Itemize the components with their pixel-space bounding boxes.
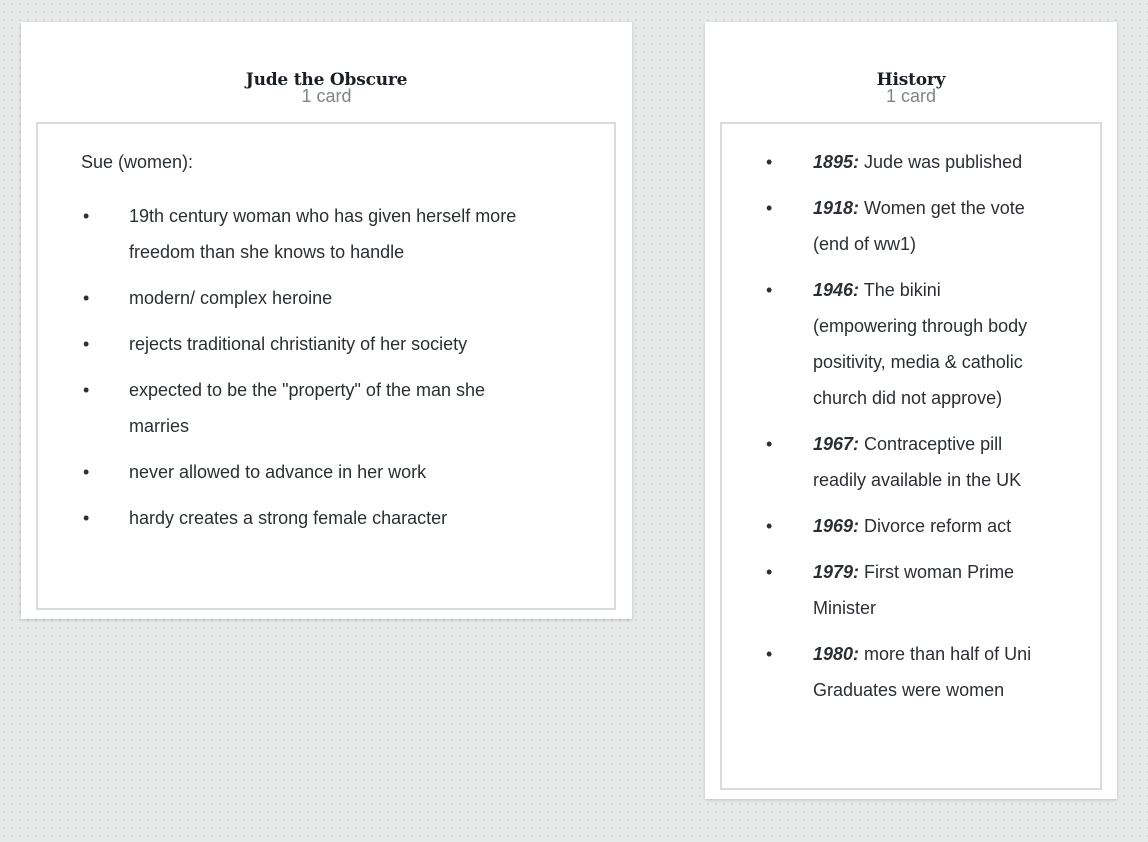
- list-item: [722, 190, 1100, 262]
- bullet-icon: •: [83, 206, 90, 226]
- list-item-text: never allowed to advance in her work: [129, 462, 427, 482]
- bullet-icon: •: [83, 380, 90, 400]
- bullet-list: [38, 206, 614, 554]
- list-item-text: marries: [129, 416, 190, 436]
- year-label: 1895:: [813, 152, 860, 172]
- year-label: 1967:: [813, 434, 860, 454]
- bullet-list: [722, 152, 1100, 726]
- list-item-text: Women get the vote: [859, 198, 1025, 218]
- bullet-icon: •: [83, 462, 90, 482]
- list-item: [38, 280, 614, 316]
- list-item-text: expected to be the "property" of the man she: [129, 380, 486, 400]
- deck-title: Jude the Obscure: [245, 70, 408, 90]
- year-label: 1980:: [813, 644, 860, 664]
- list-item-text: Divorce reform act: [859, 516, 1012, 536]
- list-item: [722, 554, 1100, 626]
- bullet-icon: •: [766, 562, 773, 582]
- list-item-text: freedom than she knows to handle: [129, 242, 405, 262]
- year-label: 1979:: [813, 562, 860, 582]
- list-item-text: modern/ complex heroine: [129, 288, 333, 308]
- list-item: [722, 508, 1100, 544]
- year-label: 1969:: [813, 516, 860, 536]
- bullet-icon: •: [766, 280, 773, 300]
- list-item-text: hardy creates a strong female character: [129, 508, 448, 528]
- list-item: [38, 198, 614, 270]
- bullet-icon: •: [766, 434, 773, 454]
- list-item-text: 19th century woman who has given herself more: [129, 206, 517, 226]
- bullet-icon: •: [766, 516, 773, 536]
- list-item: [722, 426, 1100, 498]
- deck-history[interactable]: [705, 22, 1117, 799]
- bullet-icon: •: [83, 508, 90, 528]
- deck-jude-the-obscure[interactable]: [21, 22, 632, 619]
- list-item-text: readily available in the UK: [813, 470, 1022, 490]
- bullet-icon: •: [83, 334, 90, 354]
- year-label: 1946:: [813, 280, 860, 300]
- list-item: [722, 144, 1100, 180]
- deck-card-count: 1 card: [301, 86, 352, 106]
- list-item-text: The bikini: [859, 280, 941, 300]
- deck-card-count: 1 card: [885, 86, 937, 106]
- list-item: [38, 326, 614, 362]
- card-intro-text: Sue (women):: [81, 152, 194, 172]
- list-item-text: Minister: [813, 598, 877, 618]
- list-item-text: more than half of Uni: [859, 644, 1032, 664]
- flashcard[interactable]: [36, 122, 616, 610]
- list-item: [38, 500, 614, 536]
- list-item-text: rejects traditional christianity of her society: [129, 334, 468, 354]
- list-item-text: positivity, media & catholic: [813, 352, 1023, 372]
- list-item-text: Graduates were women: [813, 680, 1005, 700]
- bullet-icon: •: [766, 152, 773, 172]
- year-label: 1918:: [813, 198, 860, 218]
- list-item-text: (empowering through body: [813, 316, 1028, 336]
- bullet-icon: •: [83, 288, 90, 308]
- list-item-text: First woman Prime: [859, 562, 1015, 582]
- list-item-text: church did not approve): [813, 388, 1003, 408]
- list-item: [38, 454, 614, 490]
- list-item-text: Contraceptive pill: [859, 434, 1003, 454]
- list-item: [38, 372, 614, 444]
- bullet-icon: •: [766, 198, 773, 218]
- list-item: [722, 272, 1100, 416]
- list-item-text: Jude was published: [859, 152, 1023, 172]
- deck-title: History: [876, 70, 946, 90]
- flashcard[interactable]: [720, 122, 1102, 790]
- bullet-icon: •: [766, 644, 773, 664]
- list-item-text: (end of ww1): [813, 234, 917, 254]
- list-item: [722, 636, 1100, 708]
